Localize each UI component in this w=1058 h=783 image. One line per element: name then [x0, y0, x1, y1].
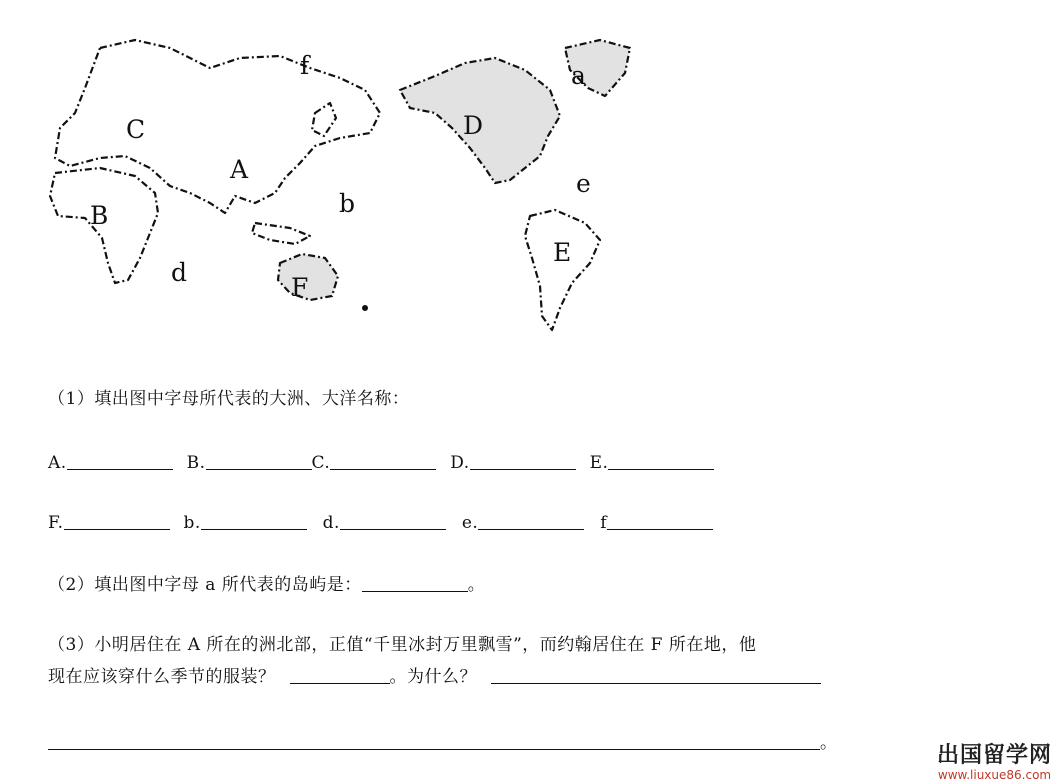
q1-prompt: （1）填出图中字母所代表的大洲、大洋名称：: [48, 389, 410, 409]
south-america-shape: [525, 210, 600, 330]
q3-clothing-prompt: 现在应该穿什么季节的服装？: [48, 667, 276, 687]
q1-label-b: b.: [183, 513, 201, 533]
q1-label-E: E.: [589, 453, 609, 473]
label-E: E: [553, 238, 572, 267]
q3-line3: [48, 732, 838, 754]
answer-blank-C[interactable]: [330, 453, 436, 470]
label-e: e: [576, 169, 591, 198]
q1-row2: [48, 512, 713, 534]
answer-blank-B[interactable]: [206, 453, 312, 470]
answer-blank-clothing[interactable]: [290, 667, 390, 684]
q1-label-A: A.: [48, 453, 67, 473]
world-map: [40, 18, 660, 338]
answer-blank-e[interactable]: [478, 513, 584, 530]
label-A: A: [230, 155, 249, 184]
q1-label-f: f: [600, 513, 608, 533]
q3-end: 。: [820, 733, 838, 753]
answer-blank-E[interactable]: [608, 453, 714, 470]
new-zealand-dot: [362, 305, 368, 311]
answer-blank-island[interactable]: [362, 575, 468, 592]
q1-label-C: C.: [311, 453, 331, 473]
label-b: b: [339, 189, 356, 218]
label-D: D: [463, 111, 484, 140]
label-f: f: [300, 51, 310, 80]
q1-label-B: B.: [186, 453, 206, 473]
q1-row1: [48, 452, 714, 474]
answer-blank-d[interactable]: [340, 513, 446, 530]
q3-why-prompt: 。为什么？: [389, 667, 477, 687]
label-F: F: [291, 273, 309, 302]
q1-label-F: F.: [48, 513, 64, 533]
label-B: B: [90, 201, 109, 230]
q1-label-d: d.: [322, 513, 340, 533]
q2-prompt: （2）填出图中字母 a 所代表的岛屿是：: [48, 575, 362, 595]
q1-label-e: e.: [461, 513, 479, 533]
answer-blank-b[interactable]: [201, 513, 307, 530]
answer-blank-D[interactable]: [470, 453, 576, 470]
q1-label-D: D.: [450, 453, 470, 473]
se-asia-islands-shape: [252, 223, 310, 244]
answer-blank-F[interactable]: [64, 513, 170, 530]
watermark-url: www.liuxue86.com: [937, 768, 1052, 782]
answer-blank-A[interactable]: [67, 453, 173, 470]
world-map-svg: [40, 18, 660, 338]
answer-blank-f[interactable]: [607, 513, 713, 530]
answer-blank-reason[interactable]: [491, 667, 821, 684]
watermark-title: 出国留学网: [936, 743, 1052, 768]
answer-blank-reason-continued[interactable]: [48, 733, 820, 750]
q3-line2: [48, 666, 821, 688]
label-C: C: [126, 115, 146, 144]
label-d: d: [171, 258, 188, 287]
site-watermark: [937, 745, 1052, 781]
q2-end: 。: [467, 575, 486, 595]
q3-line1: （3）小明居住在 A 所在的洲北部，正值“千里冰封万里飘雪”，而约翰居住在 F 所在地，他: [48, 635, 757, 655]
label-a: a: [571, 61, 586, 90]
q2-line: [48, 574, 485, 596]
